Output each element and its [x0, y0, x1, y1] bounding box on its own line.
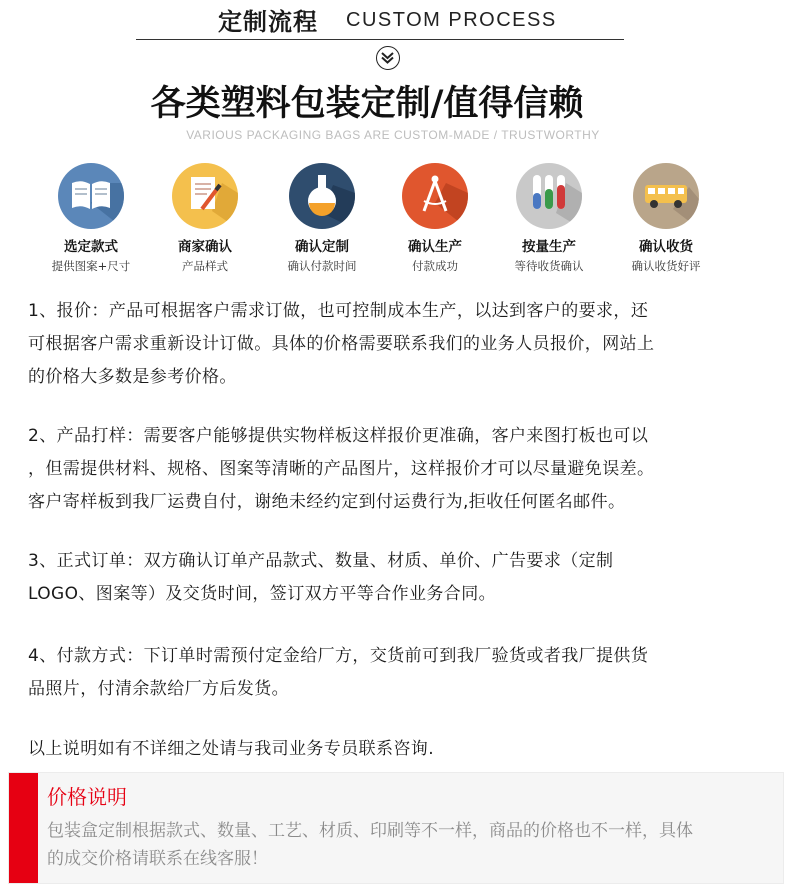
step-sublabel: 提供图案+尺寸	[51, 259, 131, 273]
note-title: 价格说明	[47, 785, 127, 809]
process-steps	[0, 163, 790, 273]
step-sublabel: 确认收货好评	[631, 259, 701, 273]
text-line: 4、付款方式：下订单时需预付定金给厂方，交货前可到我厂验货或者我厂提供货	[28, 646, 649, 666]
text-line: LOGO、图案等）及交货时间，签订双方平等合作业务合同。	[28, 584, 496, 604]
bus-icon	[633, 163, 699, 229]
main-subtitle: VARIOUS PACKAGING BAGS ARE CUSTOM-MADE / TRUSTWORTHY	[186, 128, 600, 142]
text-line: 3、正式订单：双方确认订单产品款式、数量、材质、单价、广告要求（定制	[28, 551, 614, 571]
note-body	[47, 817, 777, 873]
step-confirm-production	[375, 163, 495, 274]
book-icon	[58, 163, 124, 229]
paragraph-payment	[28, 640, 768, 706]
step-label: 按量生产	[522, 239, 576, 255]
step-sublabel: 付款成功	[412, 259, 458, 273]
main-title: 各类塑料包装定制/值得信赖	[150, 84, 584, 124]
paragraph-quote	[28, 295, 768, 394]
step-sublabel: 产品样式	[182, 259, 228, 273]
note-accent-bar	[9, 773, 38, 883]
price-note-box	[8, 772, 784, 884]
step-confirm-custom	[262, 163, 382, 274]
header-title: 定制流程	[218, 8, 318, 36]
step-select-style	[31, 163, 151, 274]
paragraph-contact	[28, 733, 768, 766]
step-sublabel: 等待收货确认	[514, 259, 584, 273]
text-line: ，但需提供材料、规格、图案等清晰的产品图片，这样报价才可以尽量避免误差。	[28, 459, 655, 479]
test-tubes-icon	[516, 163, 582, 229]
chevron-down-icon	[376, 46, 400, 70]
note-line: 的成交价格请联系在线客服！	[47, 849, 268, 869]
text-line: 的价格大多数是参考价格。	[28, 367, 237, 387]
text-line: 以上说明如有不详细之处请与我司业务专员联系咨询.	[28, 739, 435, 759]
text-line: 客户寄样板到我厂运费自付，谢绝未经约定到付运费行为,拒收任何匿名邮件。	[28, 492, 626, 512]
document-pencil-icon	[172, 163, 238, 229]
text-line: 品照片，付清余款给厂方后发货。	[28, 679, 289, 699]
compass-icon	[402, 163, 468, 229]
section-header	[0, 0, 790, 40]
step-merchant-confirm	[145, 163, 265, 274]
flask-icon	[289, 163, 355, 229]
step-label: 确认定制	[295, 239, 349, 255]
step-label: 确认生产	[408, 239, 462, 255]
paragraph-sampling	[28, 420, 768, 519]
step-sublabel: 确认付款时间	[287, 259, 357, 273]
paragraph-order	[28, 545, 768, 611]
text-line: 可根据客户需求重新设计订做。具体的价格需要联系我们的业务人员报价，网站上	[28, 334, 655, 354]
note-line: 包装盒定制根据款式、数量、工艺、材质、印刷等不一样，商品的价格也不一样，具体	[47, 821, 693, 841]
step-mass-production	[489, 163, 609, 274]
header-divider	[136, 39, 624, 40]
step-label: 商家确认	[178, 239, 232, 255]
text-line: 2、产品打样：需要客户能够提供实物样板这样报价更准确，客户来图打板也可以	[28, 426, 649, 446]
step-label: 选定款式	[64, 239, 118, 255]
step-confirm-receipt	[606, 163, 726, 274]
text-line: 1、报价：产品可根据客户需求订做，也可控制成本生产，以达到客户的要求，还	[28, 301, 649, 321]
header-subtitle: CUSTOM PROCESS	[346, 9, 557, 31]
step-label: 确认收货	[639, 239, 693, 255]
